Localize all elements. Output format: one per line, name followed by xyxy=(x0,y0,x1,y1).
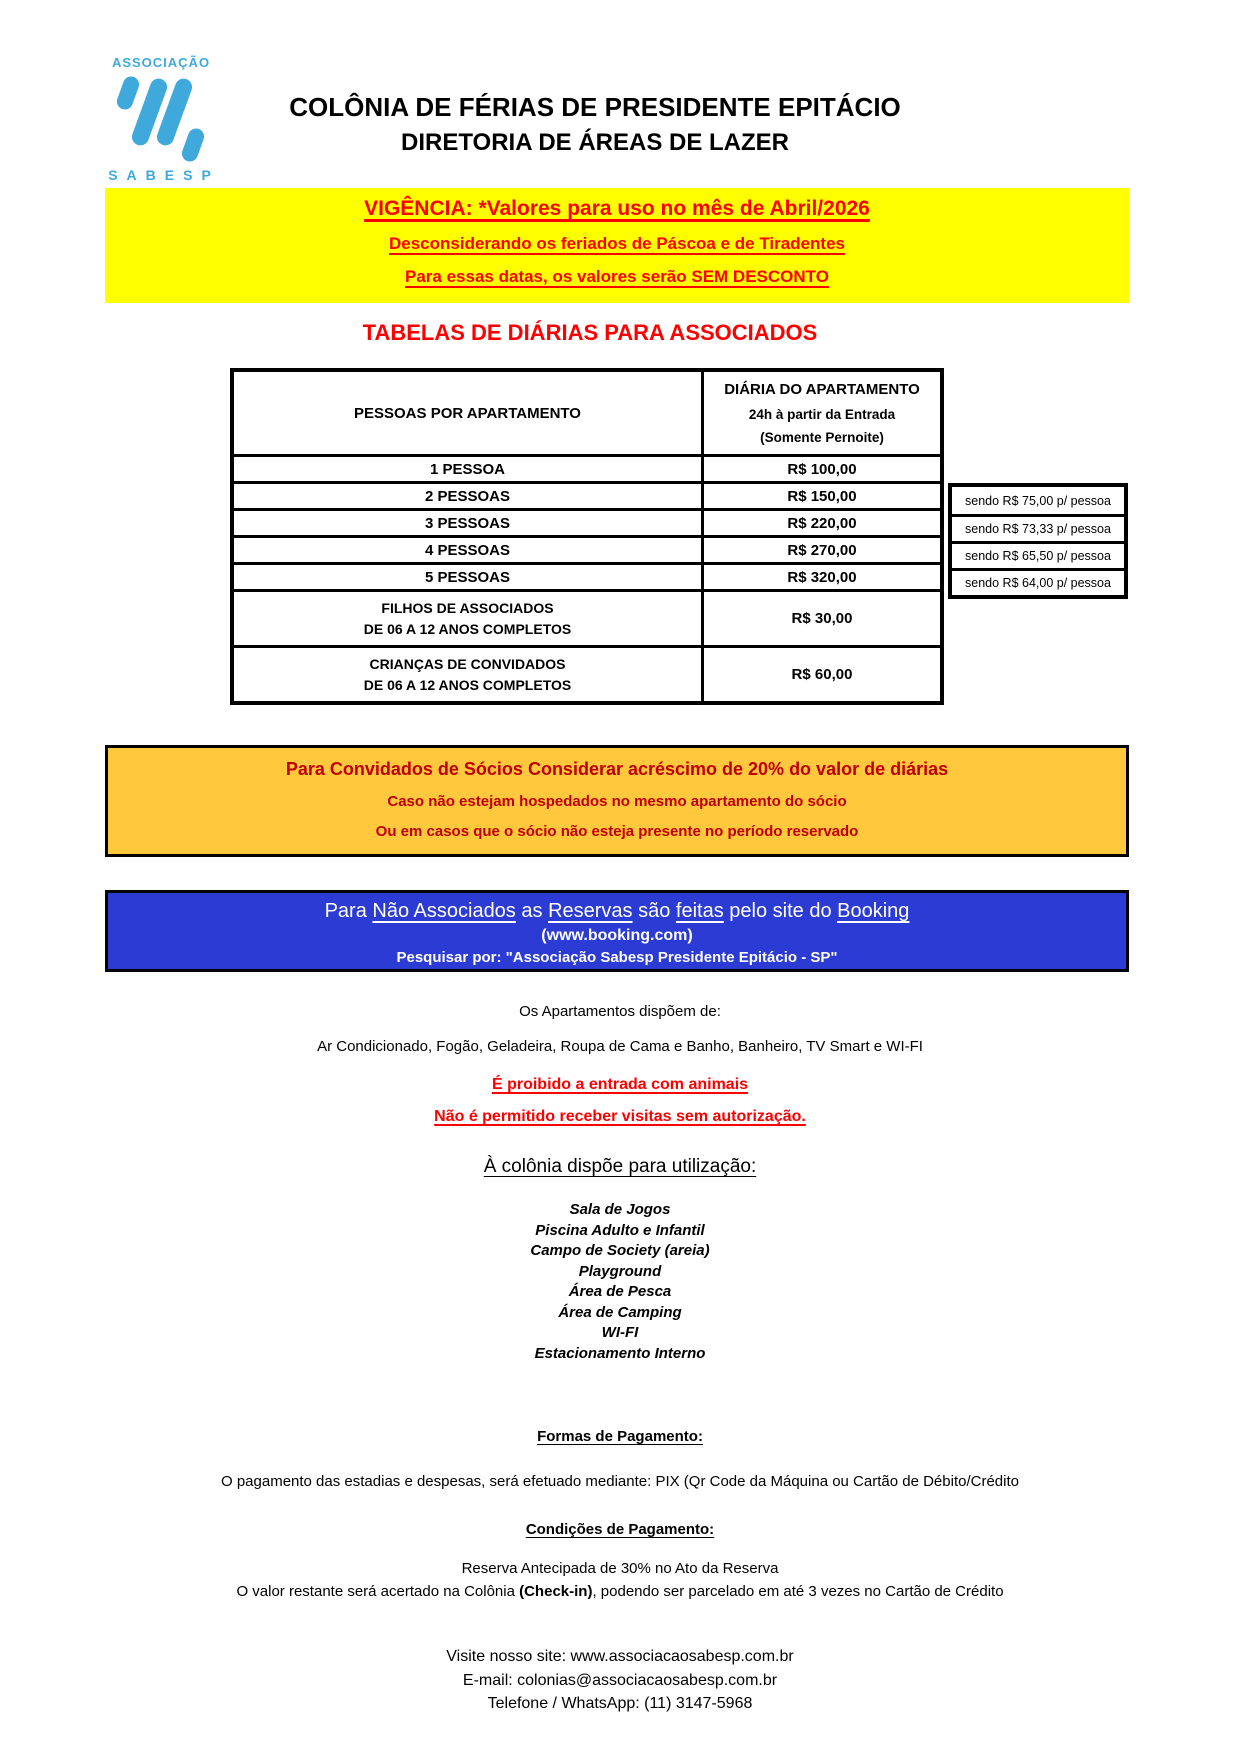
header-diaria-line2: 24h à partir da Entrada xyxy=(748,406,896,422)
header-diaria xyxy=(704,372,940,454)
per-person-notes-box xyxy=(948,483,1128,599)
booking-seg: são xyxy=(632,900,676,922)
title-line1: COLÔNIA DE FÉRIAS DE PRESIDENTE EPITÁCIO xyxy=(289,92,901,122)
booking-seg: pelo site do xyxy=(723,900,838,922)
table-header-row xyxy=(234,372,940,454)
row-label-line1: FILHOS DE ASSOCIADOS xyxy=(381,600,554,616)
row-label: 3 PESSOAS xyxy=(234,511,704,535)
booking-seg-underlined: Booking xyxy=(837,900,910,922)
guests-line3: Ou em casos que o sócio não esteja presente no período reservado xyxy=(375,823,859,840)
row-price: R$ 320,00 xyxy=(787,568,857,586)
guests-line2: Caso não estejam hospedados no mesmo apartamento do sócio xyxy=(387,793,847,810)
per-person-note: sendo R$ 75,00 p/ pessoa xyxy=(965,493,1111,508)
row-label: 5 PESSOAS xyxy=(234,565,704,589)
validity-line3: Para essas datas, os valores serão SEM DESCONTO xyxy=(405,267,829,286)
per-person-note: sendo R$ 65,50 p/ pessoa xyxy=(952,541,1124,568)
facility-item: Área de Camping xyxy=(558,1303,682,1321)
payment-methods-text: O pagamento das estadias e despesas, será efetuado mediante: PIX (Qr Code da Máquina ou Cartão de Débito/Crédito xyxy=(221,1473,1019,1490)
row-label-line2: DE 06 A 12 ANOS COMPLETOS xyxy=(363,621,572,637)
row-label-line2: DE 06 A 12 ANOS COMPLETOS xyxy=(363,677,572,693)
guests-surcharge-box xyxy=(105,745,1129,857)
per-person-note: sendo R$ 73,33 p/ pessoa xyxy=(952,514,1124,541)
rates-title: TABELAS DE DIÁRIAS PARA ASSOCIADOS xyxy=(362,320,818,345)
row-label: 2 PESSOAS xyxy=(234,484,704,508)
facilities-list xyxy=(0,1200,1240,1364)
per-person-note: sendo R$ 64,00 p/ pessoa xyxy=(952,568,1124,595)
validity-line2: Desconsiderando os feriados de Páscoa e de Tiradentes xyxy=(388,234,846,253)
row-price: R$ 220,00 xyxy=(787,514,857,532)
validity-banner xyxy=(105,188,1129,303)
apartments-amenities: Ar Condicionado, Fogão, Geladeira, Roupa de Cama e Banho, Banheiro, TV Smart e WI-FI xyxy=(317,1038,923,1055)
rates-table xyxy=(230,368,944,705)
header-diaria-line1: DIÁRIA DO APARTAMENTO xyxy=(724,381,920,398)
booking-seg: as xyxy=(515,900,549,922)
row-label-line1: CRIANÇAS DE CONVIDADOS xyxy=(369,656,566,672)
booking-seg-underlined: Não Associados xyxy=(372,900,516,922)
footer-contact xyxy=(0,1645,1240,1716)
row-price: R$ 30,00 xyxy=(791,610,853,627)
rule-no-visitors: Não é permitido receber visitas sem autorização. xyxy=(434,1108,806,1125)
row-price: R$ 100,00 xyxy=(787,460,857,478)
facility-item: WI-FI xyxy=(601,1324,639,1341)
title-line2: DIRETORIA DE ÁREAS DE LAZER xyxy=(400,129,790,156)
rule-no-animals: É proibido a entrada com animais xyxy=(491,1076,749,1093)
facility-item: Playground xyxy=(578,1262,662,1280)
header-pessoas: PESSOAS POR APARTAMENTO xyxy=(234,372,704,454)
logo-association-label: ASSOCIAÇÃO xyxy=(111,55,211,70)
apartments-heading: Os Apartamentos dispõem de: xyxy=(519,1003,721,1020)
booking-seg-underlined: Reservas xyxy=(548,900,633,922)
footer-email: E-mail: colonias@associacaosabesp.com.br xyxy=(462,1671,778,1689)
table-row xyxy=(234,562,940,589)
payment-conditions-line1: Reserva Antecipada de 30% no Ato da Reserva xyxy=(461,1560,779,1577)
facility-item: Piscina Adulto e Infantil xyxy=(535,1221,705,1239)
booking-url: (www.booking.com) xyxy=(541,927,693,944)
row-label xyxy=(234,648,704,701)
table-row xyxy=(234,535,940,562)
payment-conditions-heading: Condições de Pagamento: xyxy=(525,1521,715,1538)
booking-info-box xyxy=(105,890,1129,972)
row-label: 4 PESSOAS xyxy=(234,538,704,562)
facility-item: Sala de Jogos xyxy=(569,1201,671,1218)
booking-seg: Para xyxy=(324,900,373,922)
facility-item: Campo de Society (areia) xyxy=(530,1242,710,1259)
table-row xyxy=(234,454,940,481)
row-price: R$ 270,00 xyxy=(787,541,857,559)
booking-line1 xyxy=(108,898,1126,925)
table-row xyxy=(234,508,940,535)
guests-line1: Para Convidados de Sócios Considerar acréscimo de 20% do valor de diárias xyxy=(285,759,949,779)
page-title xyxy=(195,90,995,161)
facility-item: Estacionamento Interno xyxy=(534,1344,706,1362)
payment-conditions-line2 xyxy=(0,1583,1240,1600)
conditions-line2-pre: O valor restante será acertado na Colônia xyxy=(236,1583,520,1600)
conditions-line2-post: , podendo ser parcelado em até 3 vezes no Cartão de Crédito xyxy=(592,1583,1004,1600)
row-price: R$ 150,00 xyxy=(787,487,857,505)
facilities-heading: À colônia dispõe para utilização: xyxy=(483,1156,757,1177)
table-row xyxy=(234,481,940,508)
footer-site: Visite nosso site: www.associacaosabesp.com.br xyxy=(446,1648,794,1665)
header-diaria-line3: (Somente Pernoite) xyxy=(760,430,884,445)
validity-line1: VIGÊNCIA: *Valores para uso no mês de Abril/2026 xyxy=(364,197,870,220)
row-label xyxy=(234,592,704,645)
booking-search-hint: Pesquisar por: "Associação Sabesp Presidente Epitácio - SP" xyxy=(396,949,838,966)
table-row xyxy=(234,589,940,645)
row-price: R$ 60,00 xyxy=(791,666,853,683)
logo-company-label: SABESP xyxy=(108,167,220,183)
payment-methods-heading: Formas de Pagamento: xyxy=(537,1428,703,1445)
row-label: 1 PESSOA xyxy=(234,457,704,481)
table-row xyxy=(234,645,940,701)
conditions-line2-checkin: (Check-in) xyxy=(519,1583,593,1600)
footer-phone: Telefone / WhatsApp: (11) 3147-5968 xyxy=(487,1695,753,1712)
facility-item: Área de Pesca xyxy=(568,1283,672,1300)
booking-seg-underlined: feitas xyxy=(675,900,724,922)
